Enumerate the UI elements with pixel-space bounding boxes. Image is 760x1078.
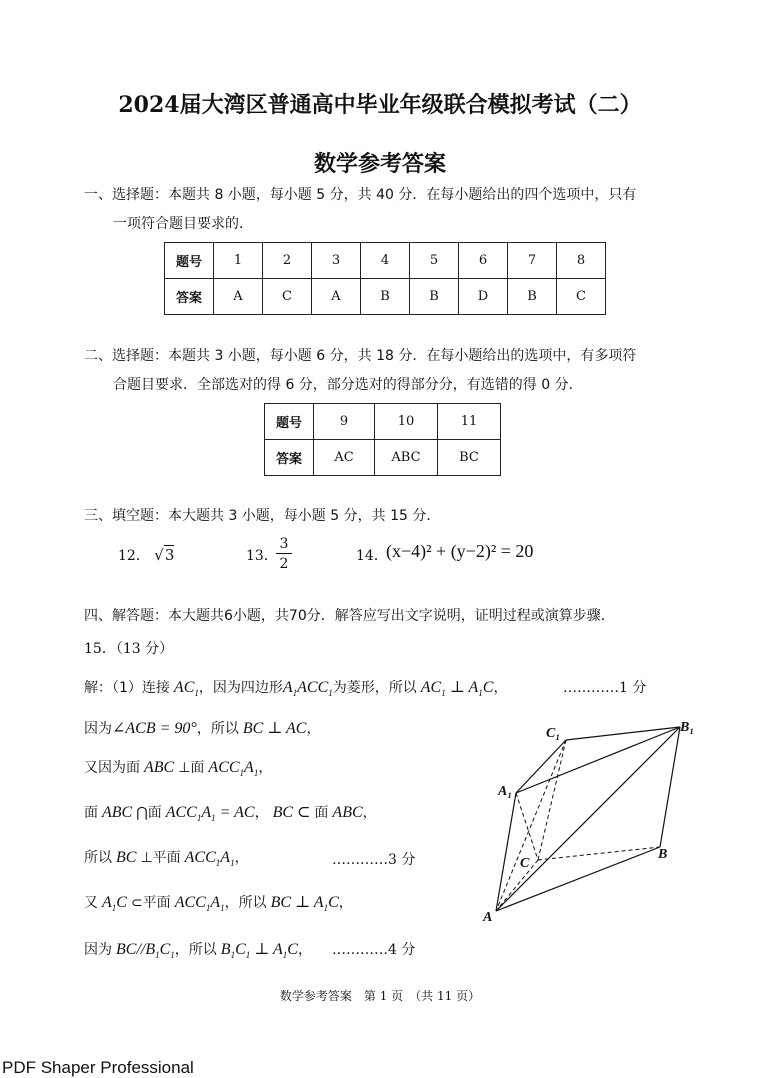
- table-row: [265, 404, 501, 440]
- edge-a1c: [516, 793, 538, 860]
- score-3: …………3 分: [332, 852, 416, 868]
- table-cell: ABC: [375, 440, 438, 476]
- text: 又因为面: [84, 760, 140, 776]
- text: 面: [84, 805, 98, 821]
- answer-13-label: 13．: [246, 548, 278, 564]
- table-cell: B: [410, 279, 459, 315]
- edge-c1a1: [516, 740, 566, 793]
- text: 又: [84, 895, 98, 911]
- question-15-heading: 15．（13 分）: [84, 641, 174, 657]
- table-row: [265, 440, 501, 476]
- edge-ab1: [496, 727, 680, 911]
- section4-heading: 四、解答题：本大题共6小题，共70分．解答应写出文字说明，证明过程或演算步骤．: [84, 608, 615, 624]
- table-cell: 10: [375, 404, 438, 440]
- edge-c1c: [538, 740, 566, 860]
- section3-heading: 三、填空题：本大题共 3 小题，每小题 5 分，共 15 分．: [84, 508, 441, 524]
- page-footer: 数学参考答案 第 1 页 （共 11 页）: [279, 989, 481, 1003]
- table-cell: AC: [314, 440, 375, 476]
- table-cell: 3: [312, 243, 361, 279]
- page-subtitle: 数学参考答案: [313, 151, 446, 177]
- table-cell: 5: [410, 243, 459, 279]
- edge-c1a: [496, 740, 566, 911]
- section1-answer-table: [164, 242, 606, 315]
- score-4: …………4 分: [332, 942, 416, 958]
- fraction-numerator: 3: [276, 535, 292, 554]
- table-cell: B: [361, 279, 410, 315]
- text: 面: [147, 805, 162, 821]
- text: ⊥面: [178, 760, 205, 776]
- answer-12-label: 12．: [118, 548, 150, 564]
- table-header-cell: 答案: [165, 279, 214, 315]
- section2-heading: 二、选择题：本题共 3 小题，每小题 6 分，共 18 分．在每小题给出的选项中，有多项符: [84, 348, 637, 364]
- solution-line-1: 解：（1）连接 $AC_1$，因为四边形$A_1ACC_1$为菱形，所以 $AC_1$ ⊥ $A_1C$，: [84, 679, 508, 699]
- text: 因为: [84, 721, 112, 737]
- sqrt-symbol: √3: [154, 546, 175, 564]
- text: ⊂平面: [130, 895, 171, 911]
- text: 面: [314, 805, 329, 821]
- text: ⊥平面: [140, 850, 181, 866]
- text: ，因为四边形: [198, 680, 283, 696]
- solution-line-6: 又 $A_1C$ ⊂平面 $ACC_1A_1$，所以 BC ⊥ $A_1C$，: [84, 894, 353, 914]
- table-cell: 4: [361, 243, 410, 279]
- solution-line-2: 因为∠ACB = 90°，所以 BC ⊥ AC，: [84, 720, 321, 737]
- section1-heading: 一、选择题：本题共 8 小题，每小题 5 分，共 40 分．在每小题给出的四个选项中，只有: [84, 187, 637, 203]
- answer-12-value: 3: [164, 546, 175, 564]
- table-cell: 9: [314, 404, 375, 440]
- text: 解：（1）连接: [84, 680, 170, 696]
- prism-figure: [480, 715, 705, 925]
- section2-answer-table: [264, 403, 501, 476]
- answer-14-label: 14．: [356, 548, 388, 564]
- table-header-cell: 题号: [265, 404, 314, 440]
- table-header-cell: 题号: [165, 243, 214, 279]
- table-cell: C: [263, 279, 312, 315]
- text: 为菱形，所以: [332, 680, 417, 696]
- table-cell: 2: [263, 243, 312, 279]
- table-row: [165, 279, 606, 315]
- solution-line-3: 又因为面 ABC ⊥面 $ACC_1A_1$，: [84, 759, 273, 779]
- solution-line-5: 所以 BC ⊥平面 $ACC_1A_1$，: [84, 849, 249, 869]
- label-a1: A₁: [498, 784, 513, 799]
- watermark: PDF Shaper Professional: [2, 1058, 194, 1077]
- label-b: B: [658, 847, 668, 862]
- edge-b1b: [660, 727, 680, 847]
- label-c1: C₁: [546, 726, 561, 741]
- answer-14-equation: (x−4)² + (y−2)² = 20: [386, 541, 534, 561]
- table-cell: A: [312, 279, 361, 315]
- text: 因为: [84, 942, 112, 958]
- table-header-cell: 答案: [265, 440, 314, 476]
- table-cell: B: [508, 279, 557, 315]
- table-cell: D: [459, 279, 508, 315]
- table-cell: 11: [438, 404, 501, 440]
- text: 所以: [84, 850, 112, 866]
- table-cell: 1: [214, 243, 263, 279]
- text: ，所以: [224, 895, 267, 911]
- label-a: A: [483, 910, 493, 925]
- page-title: 2024届大湾区普通高中毕业年级联合模拟考试（二）: [118, 92, 642, 118]
- table-cell: BC: [438, 440, 501, 476]
- solution-line-4: 面 ABC ⋂面 $ACC_1A_1$ = AC， BC ⊂ 面 ABC，: [84, 804, 377, 824]
- label-c: C: [520, 856, 530, 871]
- score-1: …………1 分: [563, 680, 647, 696]
- solution-line-7: 因为 $BC//B_1C_1$，所以 $B_1C_1$ ⊥ $A_1C$，: [84, 941, 312, 961]
- section2-heading-cont: 合题目要求．全部选对的得 6 分，部分选对的得部分分，有选错的得 0 分．: [113, 377, 583, 393]
- text: ，所以: [174, 942, 217, 958]
- answer-12: [118, 545, 174, 565]
- text: ，所以: [196, 721, 239, 737]
- fraction-denominator: 2: [279, 556, 289, 572]
- label-b1: B₁: [680, 720, 695, 735]
- section1-heading-cont: 一项符合题目要求的．: [113, 216, 253, 232]
- table-cell: 7: [508, 243, 557, 279]
- answer-13-fraction: [276, 535, 292, 574]
- table-cell: A: [214, 279, 263, 315]
- table-cell: C: [557, 279, 606, 315]
- table-cell: 8: [557, 243, 606, 279]
- table-row: [165, 243, 606, 279]
- table-cell: 6: [459, 243, 508, 279]
